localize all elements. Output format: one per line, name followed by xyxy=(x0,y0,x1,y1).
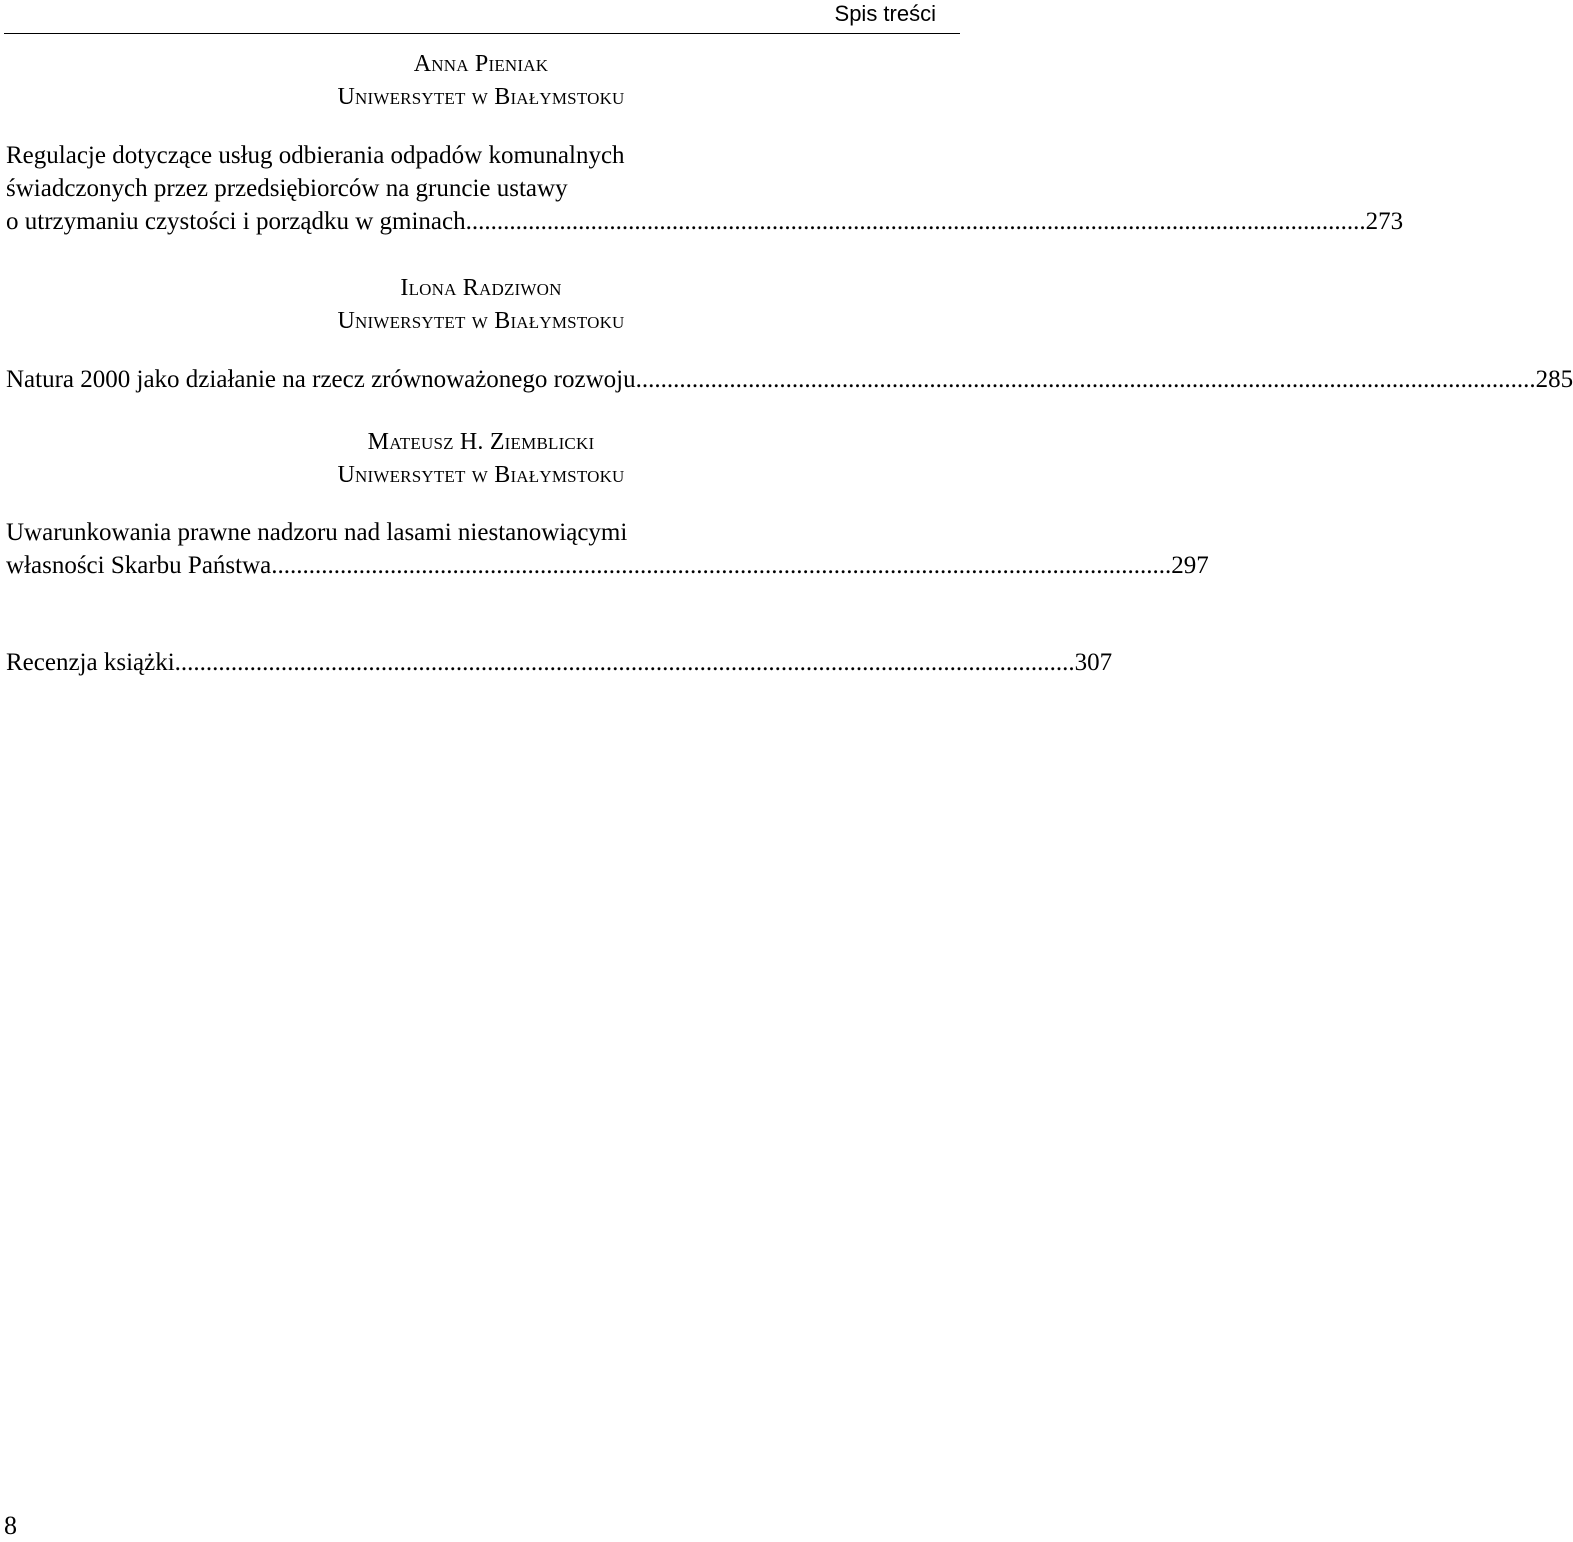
running-header-title: Spis treści xyxy=(834,1,936,26)
dot-leader: ................................................................................................................................................ xyxy=(635,366,1536,393)
entry-leader-line xyxy=(6,363,1573,396)
entry-leader-line xyxy=(6,205,1404,238)
toc-entry-3[interactable] xyxy=(6,516,1209,582)
entry-page-number: 297 xyxy=(1171,552,1209,579)
toc-entry-2[interactable] xyxy=(6,363,1573,396)
entry-page-number: 307 xyxy=(1074,649,1113,676)
entry-title-line: Recenzja książki xyxy=(6,649,175,676)
author-name: Mateusz H. Ziemblicki xyxy=(367,429,595,455)
entry-page-number: 273 xyxy=(1365,208,1404,235)
entry-leader-line xyxy=(6,549,1209,582)
entry-title-line: Natura 2000 jako działanie na rzecz zrównoważonego rozwoju xyxy=(6,366,636,393)
toc-entry-2-byline xyxy=(6,272,956,338)
toc-entry-1[interactable] xyxy=(6,139,1404,238)
entry-title-line: własności Skarbu Państwa xyxy=(6,552,272,579)
author-affiliation: Uniwersytet w Białymstoku xyxy=(337,462,625,488)
author-affiliation: Uniwersytet w Białymstoku xyxy=(337,84,625,110)
author-name: Anna Pieniak xyxy=(413,51,549,77)
dot-leader: ................................................................................................................................................ xyxy=(271,552,1172,579)
dot-leader: ................................................................................................................................................ xyxy=(465,208,1366,235)
toc-entry-3-byline xyxy=(6,426,956,492)
page-number: 8 xyxy=(4,1511,17,1540)
toc-entry-1-byline xyxy=(6,48,956,114)
entry-page-number: 285 xyxy=(1535,366,1573,393)
header-rule xyxy=(4,33,960,34)
entry-title-line: świadczonych przez przedsiębiorców na gruncie ustawy xyxy=(6,175,568,202)
toc-entry-4[interactable] xyxy=(6,646,1113,679)
dot-leader: ................................................................................................................................................ xyxy=(174,649,1075,676)
entry-title-line: Uwarunkowania prawne nadzoru nad lasami niestanowiącymi xyxy=(6,519,628,546)
entry-leader-line xyxy=(6,646,1113,679)
author-affiliation: Uniwersytet w Białymstoku xyxy=(337,308,625,334)
author-name: Ilona Radziwon xyxy=(400,275,562,301)
entry-title-line: o utrzymaniu czystości i porządku w gminach xyxy=(6,208,466,235)
entry-title-line: Regulacje dotyczące usług odbierania odpadów komunalnych xyxy=(6,142,625,169)
